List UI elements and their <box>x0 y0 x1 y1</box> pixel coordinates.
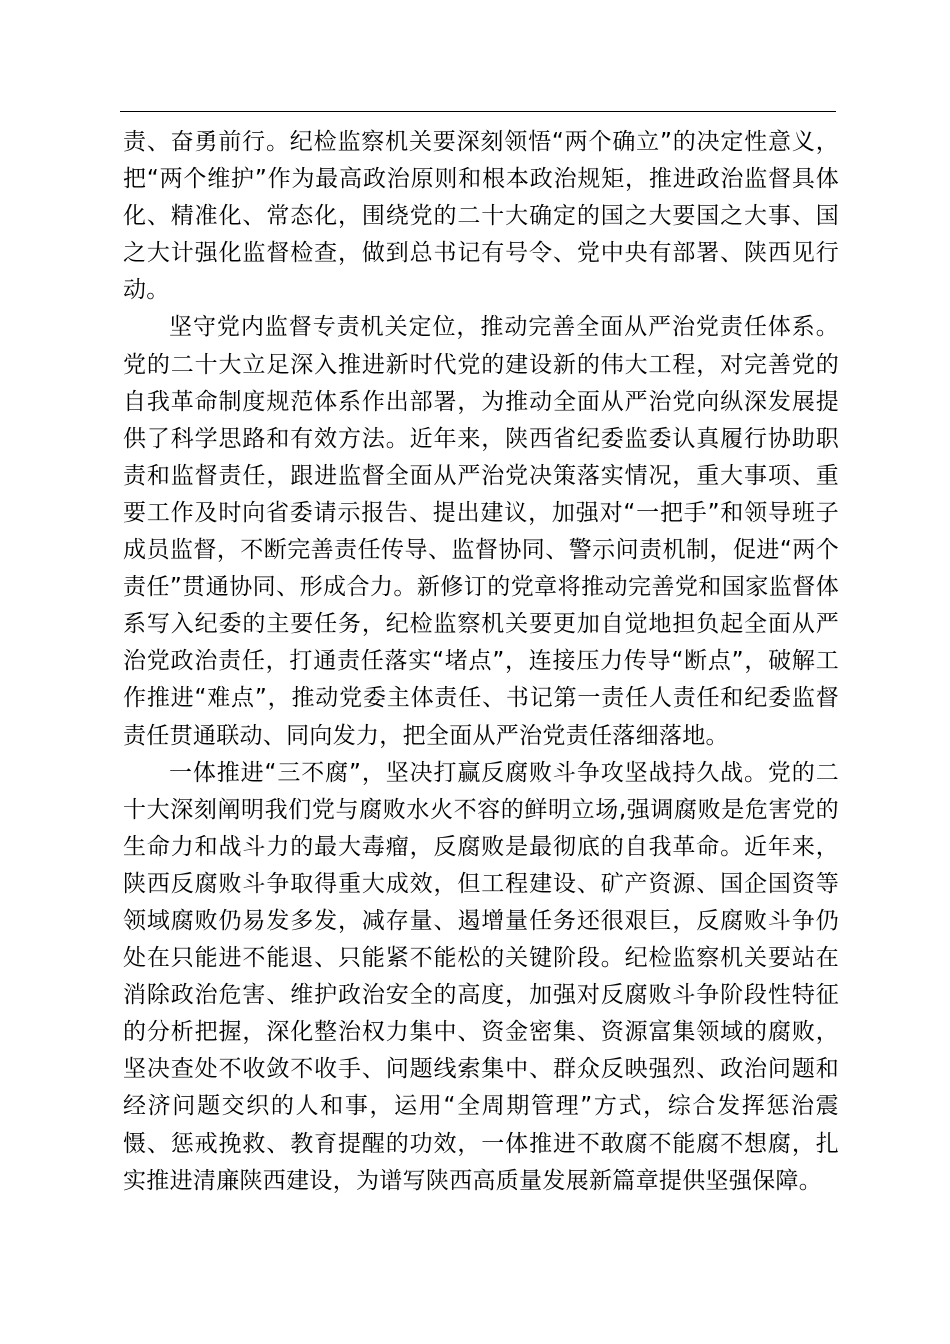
body-text <box>123 124 839 1200</box>
paragraph-3: 一体推进“三不腐”，坚决打赢反腐败斗争攻坚战持久战。党的二十大深刻阐明我们党与腐败水火不容的鲜明立场,强调腐败是危害党的生命力和战斗力的最大毒瘤，反腐败是最彻底的自我革命。近年来，陕西反腐败斗争取得重大成效，但工程建设、矿产资源、国企国资等领域腐败仍易发多发，减存量、遏增量任务还很艰巨，反腐败斗争仍处在只能进不能退、只能紧不能松的关键阶段。纪检监察机关要站在消除政治危害、维护政治安全的高度，加强对反腐败斗争阶段性特征的分析把握，深化整治权力集中、资金密集、资源富集领域的腐败，坚决查处不收敛不收手、问题线索集中、群众反映强烈、政治问题和经济问题交织的人和事，运用“全周期管理”方式，综合发挥惩治震慑、惩戒挽救、教育提醒的功效，一体推进不敢腐不能腐不想腐，扎实推进清廉陕西建设，为谱写陕西高质量发展新篇章提供坚强保障。 <box>123 759 839 1194</box>
paragraph-2: 坚守党内监督专责机关定位，推动完善全面从严治党责任体系。党的二十大立足深入推进新时代党的建设新的伟大工程，对完善党的自我革命制度规范体系作出部署，为推动全面从严治党向纵深发展提供了科学思路和有效方法。近年来，陕西省纪委监委认真履行协助职责和监督责任，跟进监督全面从严治党决策落实情况，重大事项、重要工作及时向省委请示报告、提出建议，加强对“一把手”和领导班子成员监督，不断完善责任传导、监督协同、警示问责机制，促进“两个责任”贯通协同、形成合力。新修订的党章将推动完善党和国家监督体系写入纪委的主要任务，纪检监察机关要更加自觉地担负起全面从严治党政治责任，打通责任落实“堵点”，连接压力传导“断点”，破解工作推进“难点”，推动党委主体责任、书记第一责任人责任和纪委监督责任贯通联动、同向发力，把全面从严治党责任落细落地。 <box>123 314 839 749</box>
header-rule <box>120 111 836 112</box>
paragraph-1: 责、奋勇前行。纪检监察机关要深刻领悟“两个确立”的决定性意义，把“两个维护”作为最高政治原则和根本政治规矩，推进政治监督具体化、精准化、常态化，围绕党的二十大确定的国之大要国之大事、国之大计强化监督检查，做到总书记有号令、党中央有部署、陕西见行动。 <box>123 129 839 304</box>
